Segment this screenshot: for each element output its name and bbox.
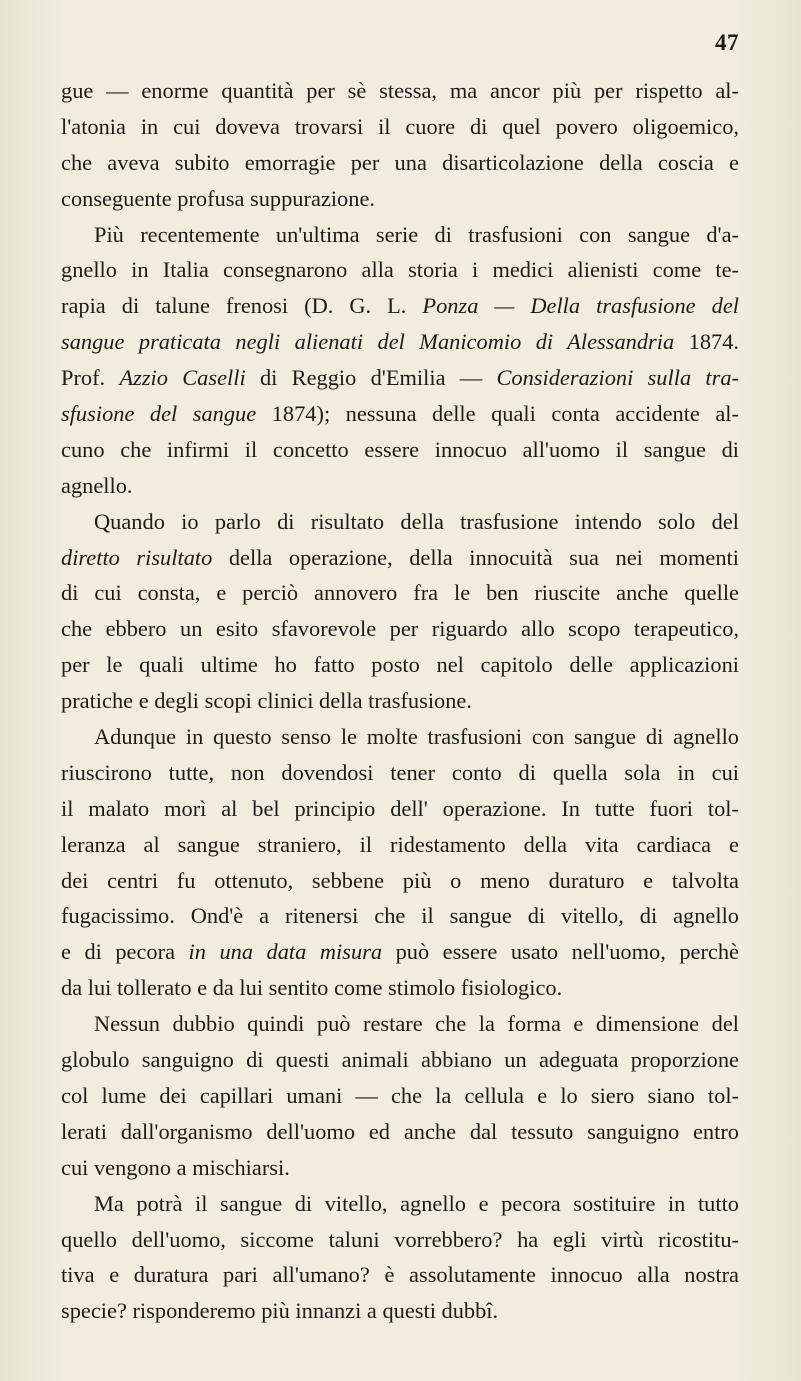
text-segment: che aveva subito emorragie per una disarticolazione della coscia e bbox=[61, 149, 739, 175]
text-segment: e di pecora bbox=[61, 939, 189, 965]
text-line bbox=[61, 863, 739, 899]
text-segment: Nessun dubbio quindi può restare che la forma e dimensione del bbox=[94, 1011, 739, 1037]
text-line bbox=[61, 1150, 739, 1186]
text-segment: può essere usato nell'uomo, perchè bbox=[382, 939, 739, 965]
text-segment: quello dell'uomo, siccome taluni vorrebbero? ha egli virtù ricostitu- bbox=[61, 1226, 739, 1252]
italic-text-segment: in una data misura bbox=[188, 939, 383, 965]
text-segment: cui vengono a mischiarsi. bbox=[61, 1154, 290, 1180]
text-line bbox=[61, 1078, 739, 1114]
text-line bbox=[61, 791, 739, 827]
italic-text-segment: sfusione del sangue bbox=[61, 401, 257, 427]
text-line bbox=[61, 181, 739, 217]
text-line bbox=[61, 934, 739, 970]
text-segment: gue — enorme quantità per sè stessa, ma ancor più per rispetto al- bbox=[61, 78, 739, 103]
text-segment: Adunque in questo senso le molte trasfusioni con sangue di agnello bbox=[94, 724, 739, 750]
text-segment: che ebbero un esito sfavorevole per riguardo allo scopo terapeutico, bbox=[61, 616, 739, 642]
text-line bbox=[61, 396, 739, 432]
text-line bbox=[61, 1006, 739, 1042]
text-segment: Ma potrà il sangue di vitello, agnello e pecora sostituire in tutto bbox=[94, 1190, 739, 1216]
text-line bbox=[61, 145, 739, 181]
text-line bbox=[61, 360, 739, 396]
text-segment: riuscirono tutte, non dovendosi tener conto di quella sola in cui bbox=[61, 759, 739, 785]
text-segment: tiva e duratura pari all'umano? è assolutamente innocuo alla nostra bbox=[61, 1262, 739, 1288]
body-text bbox=[61, 73, 739, 1329]
text-segment: da lui tollerato e da lui sentito come stimolo fisiologico. bbox=[61, 975, 563, 1001]
text-line bbox=[61, 611, 739, 647]
text-segment: globulo sanguigno di questi animali abbiano un adeguata proporzione bbox=[61, 1047, 739, 1073]
text-segment: conseguente profusa suppurazione. bbox=[61, 185, 375, 211]
text-line bbox=[61, 719, 739, 755]
text-line bbox=[61, 898, 739, 934]
italic-text-segment: sangue praticata negli alienati del Manicomio di Alessandria bbox=[61, 329, 675, 355]
text-segment: di Reggio d'Emilia — bbox=[245, 365, 497, 391]
text-segment: leranza al sangue straniero, il ridestamento della vita cardiaca e bbox=[61, 831, 739, 857]
text-segment: 1874. bbox=[674, 329, 739, 355]
text-segment: di cui consta, e perciò annovero fra le ben riuscite anche quelle bbox=[61, 580, 739, 606]
text-line bbox=[61, 970, 739, 1006]
text-line bbox=[61, 827, 739, 863]
text-line bbox=[61, 755, 739, 791]
text-segment: 1874); nessuna delle quali conta accidente al- bbox=[256, 401, 739, 427]
text-segment: rapia di talune frenosi (D. G. L. bbox=[61, 293, 423, 319]
text-segment: gnello in Italia consegnarono alla storia i medici alienisti come te- bbox=[61, 257, 739, 283]
text-line bbox=[61, 1114, 739, 1150]
text-line bbox=[61, 468, 739, 504]
text-segment: della operazione, della innocuità sua nei momenti bbox=[212, 544, 739, 570]
text-line bbox=[61, 575, 739, 611]
page-number: 47 bbox=[715, 30, 739, 55]
text-segment: fugacissimo. Ond'è a ritenersi che il sangue di vitello, di agnello bbox=[61, 903, 739, 929]
text-line bbox=[61, 683, 739, 719]
text-line bbox=[61, 504, 739, 540]
text-line bbox=[61, 252, 739, 288]
text-line bbox=[61, 217, 739, 253]
text-line bbox=[61, 1257, 739, 1293]
text-line bbox=[61, 109, 739, 145]
text-segment: specie? risponderemo più innanzi a questi dubbî. bbox=[61, 1298, 499, 1324]
text-line bbox=[61, 1293, 739, 1329]
text-segment: Prof. bbox=[61, 365, 120, 391]
italic-text-segment: Considerazioni sulla tra- bbox=[496, 365, 739, 391]
text-line bbox=[61, 432, 739, 468]
text-segment: lerati dall'organismo dell'uomo ed anche dal tessuto sanguigno entro bbox=[61, 1118, 739, 1144]
text-line bbox=[61, 1186, 739, 1222]
text-segment: il malato morì al bel principio dell' operazione. In tutte fuori tol- bbox=[61, 795, 739, 821]
italic-text-segment: Azzio Caselli bbox=[119, 365, 246, 391]
text-segment: pratiche e degli scopi clinici della trasfusione. bbox=[61, 688, 472, 714]
text-line bbox=[61, 1042, 739, 1078]
text-segment: dei centri fu ottenuto, sebbene più o meno duraturo e talvolta bbox=[61, 867, 739, 893]
text-segment: Più recentemente un'ultima serie di trasfusioni con sangue d'a- bbox=[94, 221, 739, 247]
text-line bbox=[61, 288, 739, 324]
text-line bbox=[61, 1222, 739, 1258]
italic-text-segment: Ponza — Della trasfusione del bbox=[422, 293, 739, 319]
text-line bbox=[61, 324, 739, 360]
text-segment: per le quali ultime ho fatto posto nel capitolo delle applicazioni bbox=[61, 652, 739, 678]
text-segment: agnello. bbox=[61, 472, 133, 498]
text-line bbox=[61, 73, 739, 109]
italic-text-segment: diretto risultato bbox=[61, 544, 213, 570]
text-line bbox=[61, 540, 739, 576]
text-line bbox=[61, 647, 739, 683]
text-segment: cuno che infirmi il concetto essere innocuo all'uomo il sangue di bbox=[61, 436, 739, 462]
text-segment: l'atonia in cui doveva trovarsi il cuore di quel povero oligoemico, bbox=[61, 113, 739, 139]
text-segment: Quando io parlo di risultato della trasfusione intendo solo del bbox=[94, 508, 739, 534]
text-segment: col lume dei capillari umani — che la cellula e lo siero siano tol- bbox=[61, 1082, 739, 1108]
